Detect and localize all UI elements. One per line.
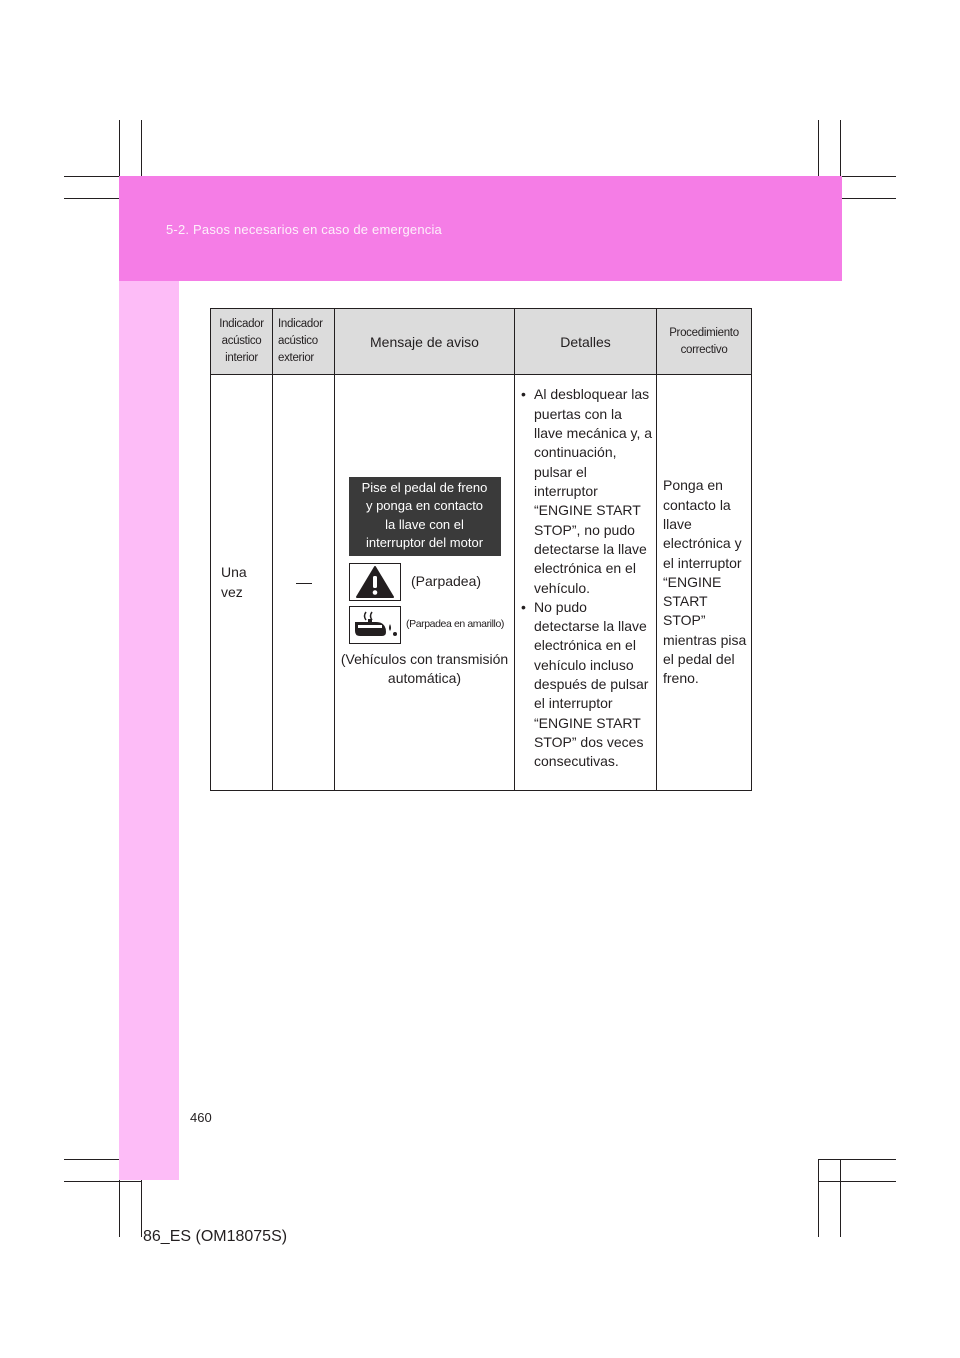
crop-mark (840, 1159, 841, 1237)
table-header-row (211, 309, 752, 375)
page-number: 460 (190, 1110, 212, 1125)
table-row (211, 375, 752, 791)
message-line: interruptor del motor (365, 535, 484, 551)
header-interior-buzzer: Indicador acústico interior (211, 309, 273, 375)
list-item: • No pudo detectarse la llave electrónica en el vehículo incluso después de pulsar el interruptor “ENGINE START STOP” dos veces consecutivas. (521, 598, 654, 772)
crop-mark (818, 1159, 896, 1160)
header-warning-message: Mensaje de aviso (335, 309, 515, 375)
crop-mark (64, 1181, 142, 1182)
document-code: 86_ES (OM18075S) (143, 1228, 288, 1245)
transmission-caption: (Parpadea en amarillo) (406, 618, 505, 631)
sidebar-band (119, 176, 179, 1180)
transmission-warning-icon (349, 606, 401, 644)
header-corrective-procedure: Procedimiento correctivo (657, 309, 752, 375)
warning-triangle-icon (349, 563, 401, 601)
header-exterior-buzzer: Indicador acústico exterior (273, 309, 335, 375)
vehicle-note: (Vehículos con transmisión automática) (340, 650, 509, 686)
list-item: • Al desbloquear las puertas con la llave mecánica y, a continuación, pulsar el interruptor “ENGINE START STOP”, no pudo detectarse la llave electrónica en el vehículo. (521, 385, 654, 597)
warning-table (210, 308, 752, 791)
warning-caption: (Parpadea) (411, 572, 482, 589)
section-title: 5-2. Pasos necesarios en caso de emergencia (166, 222, 442, 237)
warning-icon-row (349, 563, 510, 601)
details-list (521, 385, 654, 771)
cell-details (515, 375, 657, 791)
cell-procedure (657, 375, 752, 791)
message-display (349, 477, 501, 556)
cell-interior (211, 375, 273, 791)
procedure-text: Ponga en contacto la llave electrónica y el interruptor “ENGINE START STOP” mientras pisa el pedal del freno. (663, 477, 747, 687)
cell-exterior (273, 375, 335, 791)
crop-mark (818, 1181, 896, 1182)
transmission-icon-row (349, 606, 510, 644)
exterior-buzzer-dash (296, 583, 312, 584)
message-line: y ponga en contacto (365, 498, 484, 514)
message-line: la llave con el (385, 516, 464, 532)
message-line: Pise el pedal de freno (361, 479, 488, 495)
header-details: Detalles (515, 309, 657, 375)
cell-message (335, 375, 515, 791)
crop-mark (818, 1159, 819, 1237)
interior-buzzer-value: Una vez (221, 564, 247, 600)
